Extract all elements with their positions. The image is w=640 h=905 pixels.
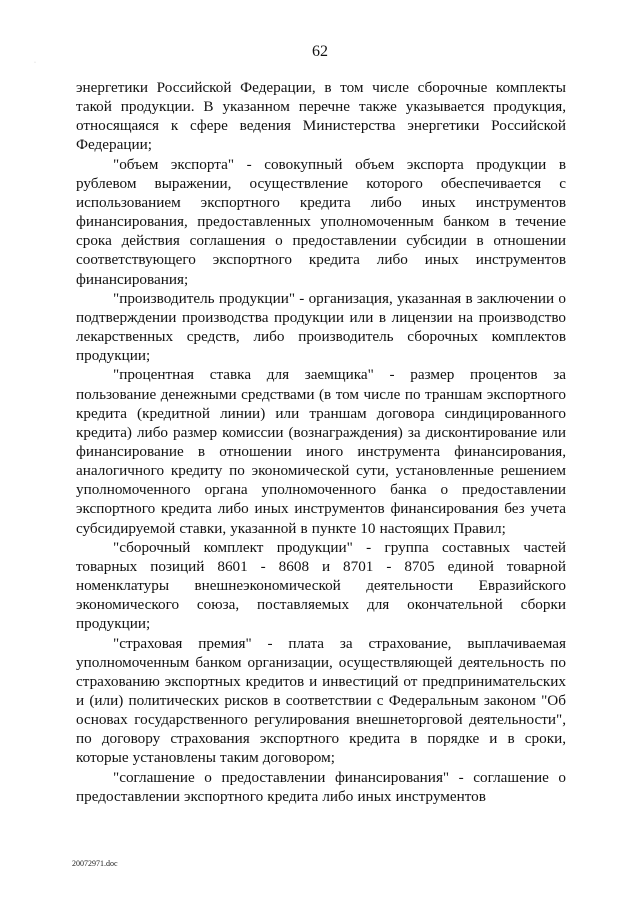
paragraph-insurance-premium: "страховая премия" - плата за страхование, выплачиваемая уполномоченным банком организации, осуществляющей деятельность по страхованию экспортных кредитов и инвестиций от предпринимательских и (или) политических рисков в соответствии с Федеральным законом "Об основах государственного регулирования внешнеторговой деятельности", по договору страхования экспортного кредита в порядке и в сроки, которые установлены таким договором; (76, 634, 566, 767)
paragraph-producer: "производитель продукции" - организация, указанная в заключении о подтверждении производства продукции или в лицензии на производство лекарственных средств, либо производитель сборочных комплектов продукции; (76, 289, 566, 365)
document-code: 20072971.doc (72, 859, 118, 868)
paragraph-export-volume: "объем экспорта" - совокупный объем экспорта продукции в рублевом выражении, осуществление которого обеспечивается с использованием экспортного кредита либо иных инструментов финансирования, предоставленных уполномоченным банком в течение срока действия соглашения о предоставлении субсидии в отношении соответствующего экспортного кредита либо иных инструментов финансирования; (76, 155, 566, 288)
paragraph-interest-rate: "процентная ставка для заемщика" - размер процентов за пользование денежными средствами (в том числе по траншам экспортного кредита (кредитной линии) или траншам договора синдицированного кредита) либо размер комиссии (вознаграждения) за дисконтирование или финансирование в отношении иного инструмента финансирования, аналогичного кредиту по экономической сути, установленные решением уполномоченного органа уполномоченного банка о предоставлении экспортного кредита либо иных инструментов финансирования без учета субсидируемой ставки, указанной в пункте 10 настоящих Правил; (76, 366, 566, 537)
margin-mark: · (34, 60, 36, 66)
document-body (76, 78, 566, 806)
paragraph-continuation: энергетики Российской Федерации, в том числе сборочные комплекты такой продукции. В указанном перечне также указывается продукция, относящаяся к сфере ведения Министерства энергетики Российской Федерации; (76, 79, 566, 154)
page-number: 62 (312, 43, 328, 60)
paragraph-financing-agreement: "соглашение о предоставлении финансирования" - соглашение о предоставлении экспортного кредита либо иных инструментов (76, 768, 566, 805)
paragraph-assembly-kit: "сборочный комплект продукции" - группа составных частей товарных позиций 8601 - 8608 и 8701 - 8705 единой товарной номенклатуры внешнеэкономической деятельности Евразийского экономического союза, поставляемых для окончательной сборки продукции; (76, 538, 566, 633)
